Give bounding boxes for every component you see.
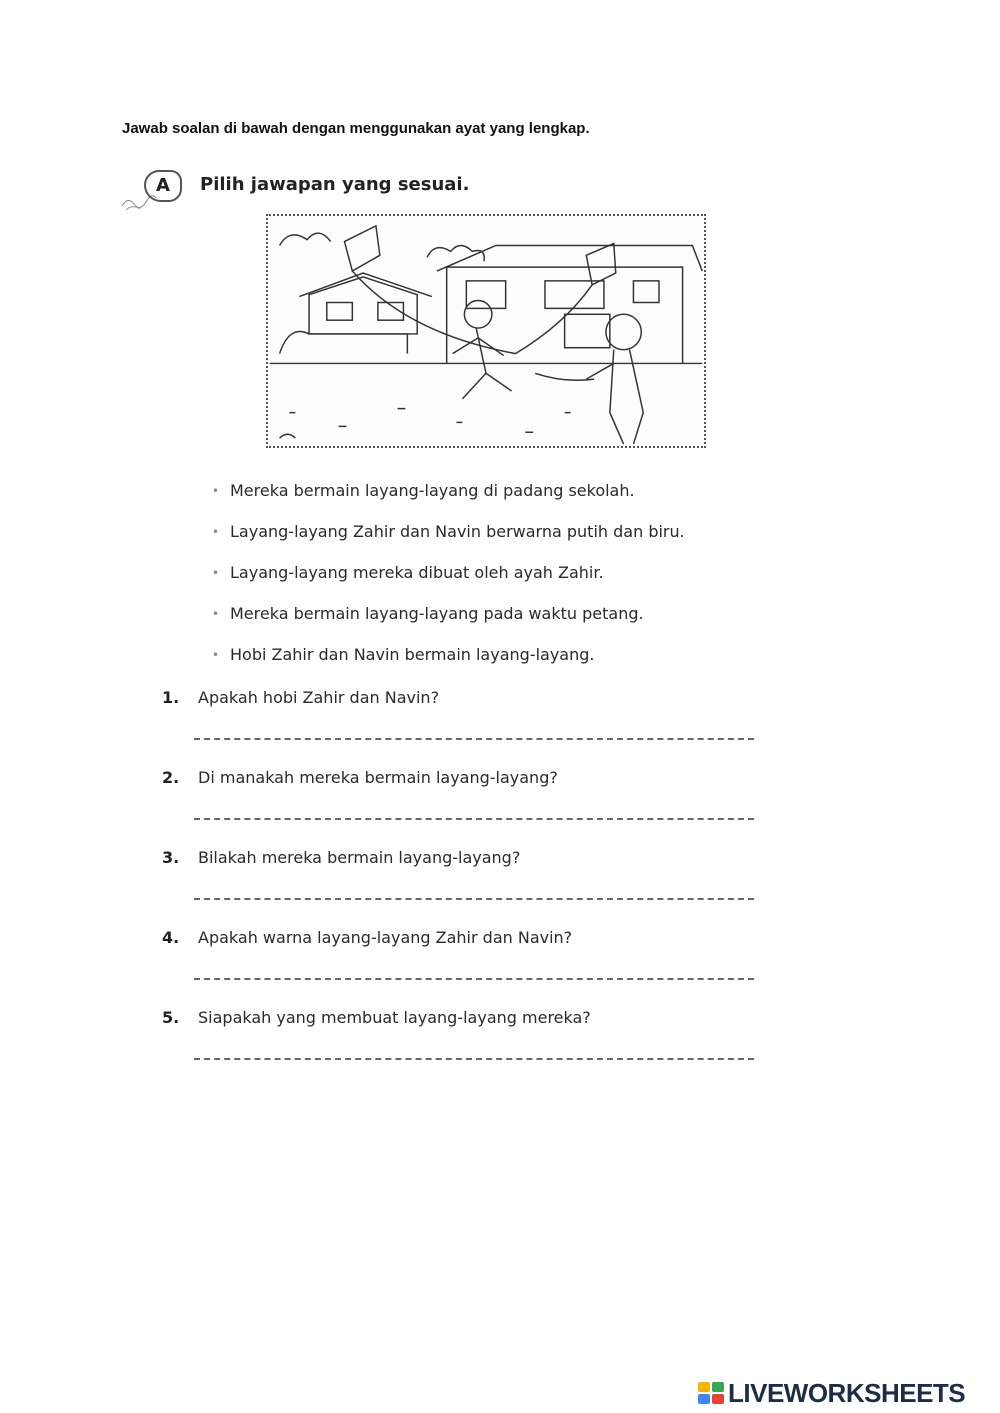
questions-list	[162, 686, 762, 1086]
liveworksheets-brand	[698, 1378, 965, 1408]
question-number: 4.	[162, 928, 180, 947]
question-number: 3.	[162, 848, 180, 867]
answer-line-1[interactable]	[194, 738, 754, 740]
section-title: Pilih jawapan yang sesuai.	[200, 174, 470, 195]
choice-item	[212, 511, 772, 552]
question-text: Bilakah mereka bermain layang-layang?	[198, 848, 521, 867]
brand-name: LIVEWORKSHEETS	[728, 1377, 966, 1408]
choice-item	[212, 470, 772, 511]
question-item	[162, 766, 762, 846]
question-item	[162, 1006, 762, 1086]
question-item	[162, 686, 762, 766]
liveworksheets-logo-icon	[698, 1382, 724, 1404]
choice-text: Mereka bermain layang-layang pada waktu petang.	[230, 604, 644, 623]
answer-line-2[interactable]	[194, 818, 754, 820]
question-number: 5.	[162, 1008, 180, 1027]
answer-choices-list	[212, 470, 772, 675]
question-number: 1.	[162, 688, 180, 707]
question-text: Di manakah mereka bermain layang-layang?	[198, 768, 558, 787]
question-text: Apakah warna layang-layang Zahir dan Navin?	[198, 928, 573, 947]
kite-flying-illustration	[266, 214, 706, 448]
answer-line-5[interactable]	[194, 1058, 754, 1060]
section-header	[120, 168, 540, 208]
question-text: Siapakah yang membuat layang-layang mereka?	[198, 1008, 591, 1027]
instruction-text: Jawab soalan di bawah dengan menggunakan ayat yang lengkap.	[122, 120, 590, 137]
bullet-icon: •	[212, 483, 220, 498]
question-item	[162, 846, 762, 926]
bullet-icon: •	[212, 647, 220, 662]
question-text: Apakah hobi Zahir dan Navin?	[198, 688, 440, 707]
illustration-drawing	[268, 216, 704, 446]
choice-text: Layang-layang Zahir dan Navin berwarna putih dan biru.	[230, 522, 685, 541]
bullet-icon: •	[212, 524, 220, 539]
choice-text: Mereka bermain layang-layang di padang sekolah.	[230, 481, 635, 500]
section-letter: A	[144, 170, 182, 202]
choice-text: Layang-layang mereka dibuat oleh ayah Zahir.	[230, 563, 604, 582]
question-item	[162, 926, 762, 1006]
bullet-icon: •	[212, 606, 220, 621]
answer-line-4[interactable]	[194, 978, 754, 980]
choice-text: Hobi Zahir dan Navin bermain layang-layang.	[230, 645, 595, 664]
choice-item	[212, 552, 772, 593]
choice-item	[212, 593, 772, 634]
choice-item	[212, 634, 772, 675]
question-number: 2.	[162, 768, 180, 787]
bullet-icon: •	[212, 565, 220, 580]
answer-line-3[interactable]	[194, 898, 754, 900]
